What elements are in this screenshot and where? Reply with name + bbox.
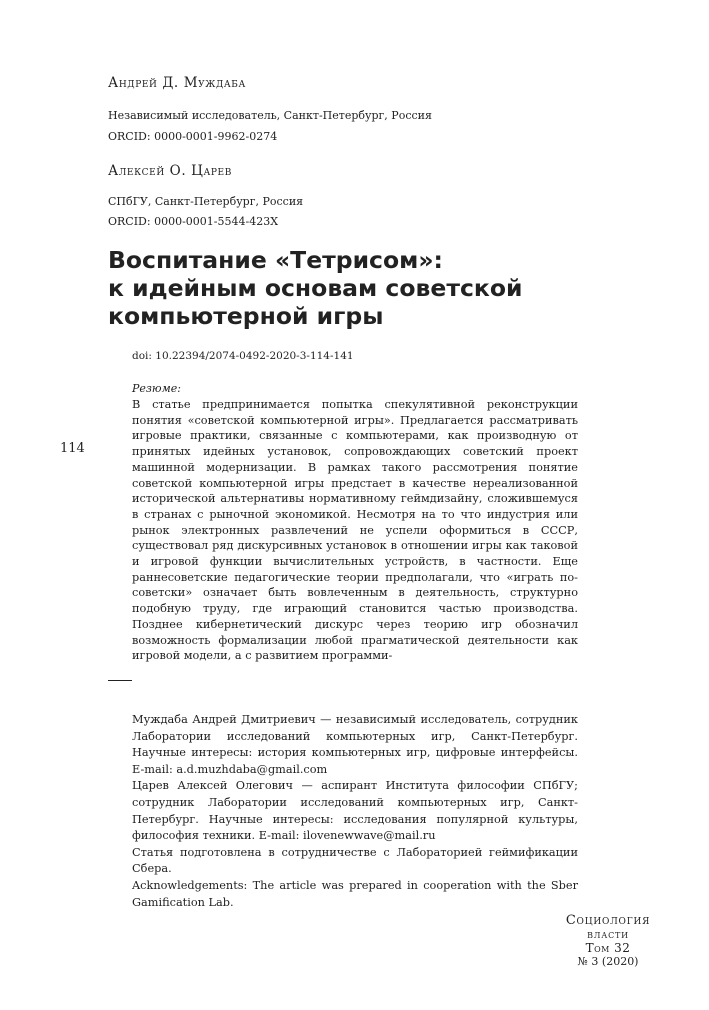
author-affiliation-2: СПбГУ, Санкт-Петербург, Россия (108, 195, 304, 208)
footnote-author-2: Царев Алексей Олегович — аспирант Института философии СПбГУ; сотрудник Лаборатории исследований компьютерных игр, Санкт-Петербург. Научные интересы: исследования популярной культуры, философия техники. E-mail: ilovenewwave@mail.ru (132, 779, 578, 843)
journal-name-line2: власти (587, 928, 629, 941)
journal-info (553, 914, 663, 969)
journal-volume: Том 32 (585, 941, 631, 955)
page-number: 114 (60, 441, 85, 456)
author-affiliation-1: Независимый исследователь, Санкт-Петербург, Россия (108, 109, 432, 122)
abstract-text: В статье предпринимается попытка спекулятивной реконструкции понятия «советской компьютерной игры». Предлагается рассматривать игровые практики, связанные с компьютерами, как производную от принятых идейных установок, сопровождающих советский проект машинной модернизации. В рамках такого рассмотрения понятие советской компьютерной игры предстает в качестве нереализованной исторической альтернативы нормативному геймдизайну, сложившемуся в странах с рыночной экономикой. Несмотря на то что индустрия или рынок электронных развлечений не успели оформиться в СССР, существовал ряд дискурсивных установок в отношении игры как таковой и игровой функции вычислительных устройств, в частности. Еще раннесоветские педагогические теории предполагали, что «играть по-советски» означает быть вовлеченным в деятельность, структурно подобную труду, где играющий становится частью производства. Позднее кибернетический дискурс через теорию игр обозначил возможность формализации любой прагматической деятельности как игровой модели, а с развитием программи- (132, 398, 578, 663)
author-orcid-2[interactable]: ORCID: 0000-0001-5544-423X (108, 215, 279, 228)
article-title (108, 246, 628, 330)
footnote-author-1: Муждаба Андрей Дмитриевич — независимый исследователь, сотрудник Лаборатории исследований компьютерных игр, Санкт-Петербург. Научные интересы: история компьютерных игр, цифровые интерфейсы. E-mail: a.d.muzhdaba@gmail.com (132, 713, 578, 776)
author-name-1: Андрей Д. Муждаба (108, 75, 246, 91)
doi-link[interactable]: doi: 10.22394/2074-0492-2020-3-114-141 (132, 350, 354, 362)
author-orcid-1[interactable]: ORCID: 0000-0001-9962-0274 (108, 130, 278, 143)
abstract-label: Резюме: (132, 382, 181, 395)
footnote-acknowledgement-ru: Статья подготовлена в сотрудничестве с Лабораторией геймификации Сбера. (132, 845, 578, 876)
footnotes (132, 712, 578, 911)
journal-issue: № 3 (2020) (577, 955, 639, 968)
title-line: компьютерной игры (108, 302, 384, 330)
title-line: к идейным основам советской (108, 274, 523, 302)
journal-name: Социология (565, 913, 651, 928)
footnote-acknowledgement-en: Acknowledgements: The article was prepared in cooperation with the Sber Gamification Lab. (132, 878, 578, 909)
title-line: Воспитание «Тетрисом»: (108, 246, 443, 274)
author-name-2: Алексей О. Царев (108, 163, 232, 179)
footnote-divider (108, 680, 132, 681)
